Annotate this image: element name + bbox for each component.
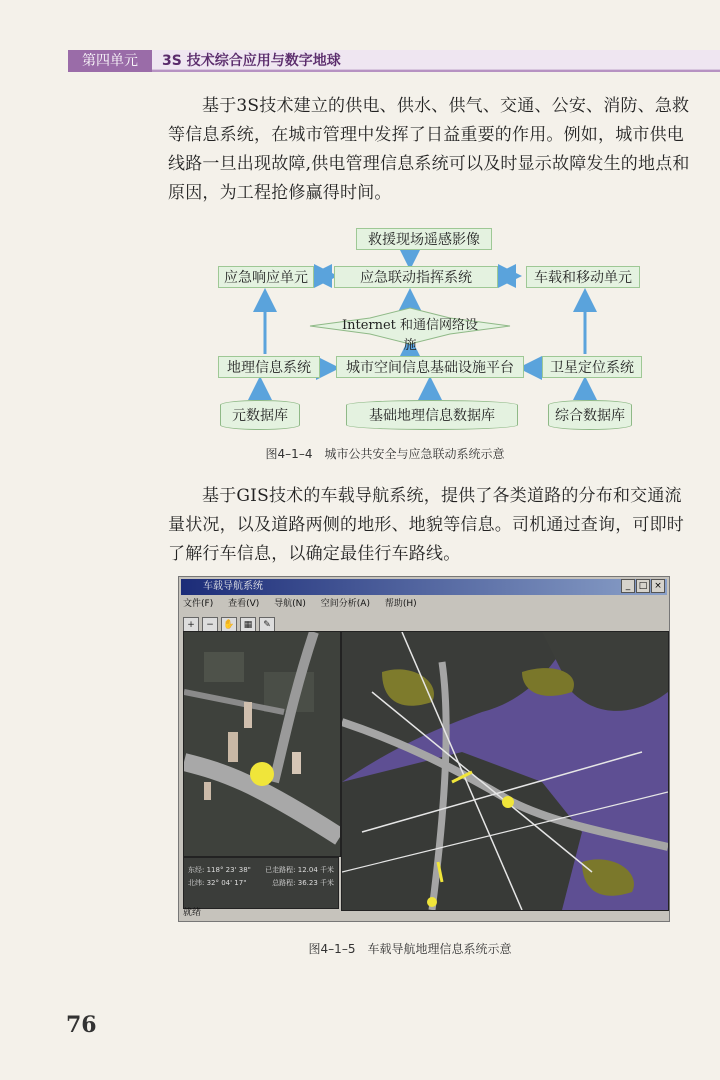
pen-icon[interactable]: ✎ (259, 617, 275, 633)
close-icon[interactable]: × (651, 579, 665, 593)
status-bar: 就绪 (183, 908, 202, 918)
maximize-icon[interactable]: □ (636, 579, 650, 593)
3d-map-view[interactable] (183, 631, 341, 857)
unit-label: 第四单元 (68, 50, 152, 72)
toolbar (183, 612, 278, 628)
pan-icon[interactable]: ✋ (221, 617, 237, 633)
traveled-label: 已走路程: (265, 866, 296, 874)
paragraph-1: 基于3S技术建立的供电、供水、供气、交通、公安、消防、急救等信息系统，在城市管理中发挥了日益重要的作用。例如，城市供电线路一旦出现故障,供电管理信息系统可以及时显示故障发生的地点和原因，为工程抢修赢得时间。 (168, 96, 690, 203)
menu-help[interactable]: 帮助(H) (384, 599, 417, 609)
position-readout (183, 857, 339, 909)
platform-box: 城市空间信息基础设施平台 (336, 356, 524, 378)
lon-label: 东经: (188, 866, 205, 874)
unit-title: 3S 技术综合应用与数字地球 (152, 50, 720, 72)
2d-map-view[interactable] (341, 631, 669, 911)
menu-bar (183, 597, 429, 611)
vehicle-unit-box: 车载和移动单元 (526, 266, 640, 288)
lat-value: 32° 04' 17" (206, 879, 247, 887)
lat-label: 北纬: (188, 879, 205, 887)
menu-file[interactable]: 文件(F) (183, 599, 214, 609)
minimize-icon[interactable]: _ (621, 579, 635, 593)
emergency-system-diagram (210, 220, 650, 440)
figure-caption-2: 图4–1–5 车载导航地理信息系统示意 (308, 942, 512, 956)
response-unit-box: 应急响应单元 (218, 266, 314, 288)
window-title: 车载导航系统 (181, 579, 667, 595)
integrated-db: 综合数据库 (548, 400, 632, 430)
map-icon[interactable]: ▦ (240, 617, 256, 633)
running-header (68, 50, 720, 72)
metadata-db: 元数据库 (220, 400, 300, 430)
lon-value: 118° 23' 38" (206, 866, 251, 874)
2d-map-graphic (342, 632, 668, 910)
menu-navigate[interactable]: 导航(N) (274, 599, 306, 609)
remote-sensing-box: 救援现场遥感影像 (356, 228, 492, 250)
menu-view[interactable]: 查看(V) (228, 599, 260, 609)
total-label: 总路程: (272, 879, 296, 887)
3d-map-graphic (184, 632, 340, 856)
network-label: Internet 和通信网络设施 (341, 318, 479, 353)
paragraph-2: 基于GIS技术的车载导航系统，提供了各类道路的分布和交通流量状况，以及道路两侧的地形、地貌等信息。司机通过查询，可即时了解行车信息，以确定最佳行车路线。 (168, 486, 684, 564)
gis-box: 地理信息系统 (218, 356, 320, 378)
zoom-out-icon[interactable]: − (202, 617, 218, 633)
menu-analysis[interactable]: 空间分析(A) (320, 599, 370, 609)
navigation-window (178, 576, 670, 922)
base-geo-db: 基础地理信息数据库 (346, 400, 518, 430)
zoom-in-icon[interactable]: + (183, 617, 199, 633)
command-system-box: 应急联动指挥系统 (334, 266, 498, 288)
traveled-value: 12.04 千米 (297, 866, 334, 874)
page-number: 76 (66, 1012, 97, 1038)
figure-caption-1: 图4–1–4 城市公共安全与应急联动系统示意 (265, 447, 505, 461)
total-value: 36.23 千米 (297, 879, 334, 887)
gps-box: 卫星定位系统 (542, 356, 642, 378)
